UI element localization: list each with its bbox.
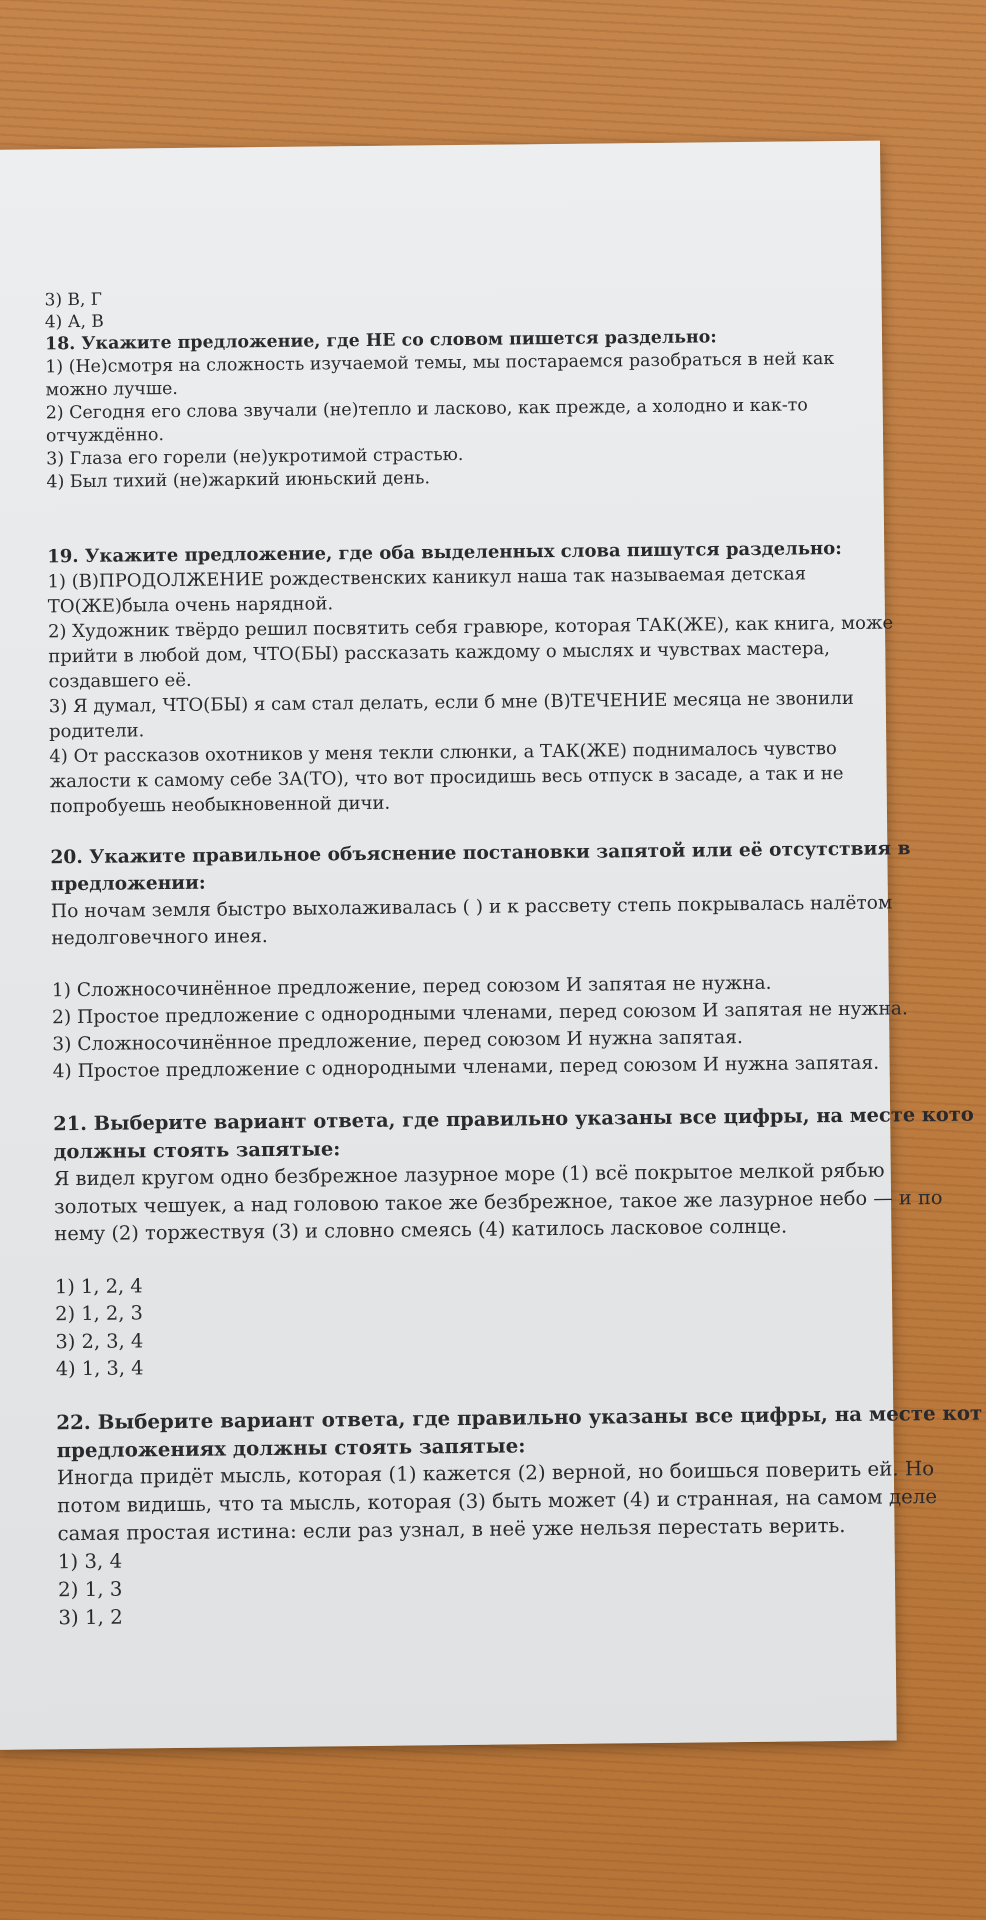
question-text: Я видел кругом одно безбрежное лазурное море (1) всё покрытое мелкой рябью [53, 1158, 885, 1191]
answer-line: жалости к самому себе ЗА(ТО), что вот просидишь весь отпуск в засаде, а так и не [49, 762, 844, 793]
answer-line: 4) Простое предложение с однородными членами, перед союзом И нужна запятая. [52, 1052, 880, 1083]
question-title: 20. Укажите правильное объяснение постановки запятой или её отсутствия в [50, 838, 911, 869]
question-18 [45, 325, 887, 495]
answer-line: родители. [48, 720, 145, 743]
answer-line: 1) Сложносочинённое предложение, перед союзом И запятая не нужна. [51, 972, 772, 1002]
answer-line: 2) Художник твёрдо решил посвятить себя гравюре, которая ТАК(ЖЕ), как книга, може [47, 612, 894, 643]
question-20 [50, 836, 911, 1086]
answer-line: 4) Был тихий (не)жаркий июньский день. [46, 468, 431, 493]
answer-line: 1) (Не)смотря на сложность изучаемой темы, мы постараемся разобраться в ней как [45, 349, 835, 378]
answer-line: 3) 2, 3, 4 [55, 1328, 144, 1353]
question-text: потом видишь, что та мысль, которая (3) быть может (4) и странная, на самом деле [57, 1484, 938, 1517]
question-title: должны стоять запятые: [53, 1136, 341, 1163]
answer-line: отчуждённо. [45, 425, 165, 447]
question-text: По ночам земля быстро выхолаживалась ( ) и к рассвету степь покрывалась налётом [50, 892, 893, 923]
answer-line: 3) 1, 2 [58, 1605, 123, 1629]
answer-line: прийти в любой дом, ЧТО(БЫ) рассказать каждому о мыслях и чувствах мастера, [48, 638, 831, 668]
question-title: 22. Выберите вариант ответа, где правильно указаны все цифры, на месте кот [56, 1400, 983, 1434]
answer-line: создавшего её. [48, 669, 192, 693]
answer-line: 2) Сегодня его слова звучали (не)тепло и ласково, как прежде, а холодно и как-то [45, 395, 808, 424]
answer-line: ТО(ЖЕ)была очень нарядной. [47, 593, 334, 618]
question-title: 21. Выберите вариант ответа, где правильно указаны все цифры, на месте кото [53, 1102, 974, 1136]
answer-line: 1) 1, 2, 4 [54, 1273, 143, 1298]
answer-line: 1) (В)ПРОДОЛЖЕНИЕ рождественских каникул наша так называемая детская [47, 563, 807, 593]
paper-sheet [0, 141, 983, 1750]
answer-line: 4) 1, 3, 4 [55, 1356, 144, 1381]
answer-line: 2) 1, 3 [57, 1577, 123, 1601]
answer-line: можно лучше. [45, 378, 178, 401]
question-title: 19. Укажите предложение, где оба выделенных слова пишутся раздельно: [47, 537, 842, 568]
answer-line: 1) 3, 4 [57, 1549, 123, 1573]
question-text: Иногда придёт мысль, которая (1) кажется (2) верной, но боишься поверить ей. Но [56, 1456, 935, 1489]
answer-line: 4) От рассказов охотников у меня текли слюнки, а ТАК(ЖЕ) поднималось чувство [49, 738, 837, 768]
option-line: 4) А, В [44, 311, 104, 333]
question-22 [56, 1399, 983, 1632]
answer-line: попробуешь необыкновенной дичи. [49, 792, 391, 818]
answer-line: 2) Простое предложение с однородными членами, перед союзом И запятая не нужна. [51, 998, 908, 1029]
question-title: предложении: [50, 872, 206, 896]
question-text: самая простая истина: если раз узнал, в неё уже нельзя перестать верить. [57, 1513, 846, 1545]
question-text: нему (2) торжествуя (3) и словно смеясь (4) катилось ласковое солнце. [54, 1214, 788, 1246]
option-line: 3) В, Г [44, 289, 103, 311]
question-title: 18. Укажите предложение, где НЕ со словом пишется раздельно: [44, 327, 717, 355]
question-text: золотых чешуек, а над головою такое же безбрежное, такое же лазурное небо — и по [53, 1185, 943, 1218]
answer-line: 3) Я думал, ЧТО(БЫ) я сам стал делать, если б мне (В)ТЕЧЕНИЕ месяца не звонили [48, 687, 854, 718]
question-text: недолговечного инея. [51, 926, 268, 950]
question-title: предложениях должны стоять запятые: [56, 1432, 526, 1462]
answer-line: 2) 1, 2, 3 [55, 1301, 144, 1326]
question-21 [53, 1101, 974, 1382]
test-content [44, 281, 983, 1632]
answer-line: 3) Сложносочинённое предложение, перед союзом И нужна запятая. [52, 1027, 743, 1056]
answer-line: 3) Глаза его горели (не)укротимой страстью. [46, 444, 464, 470]
question-19 [47, 536, 894, 820]
